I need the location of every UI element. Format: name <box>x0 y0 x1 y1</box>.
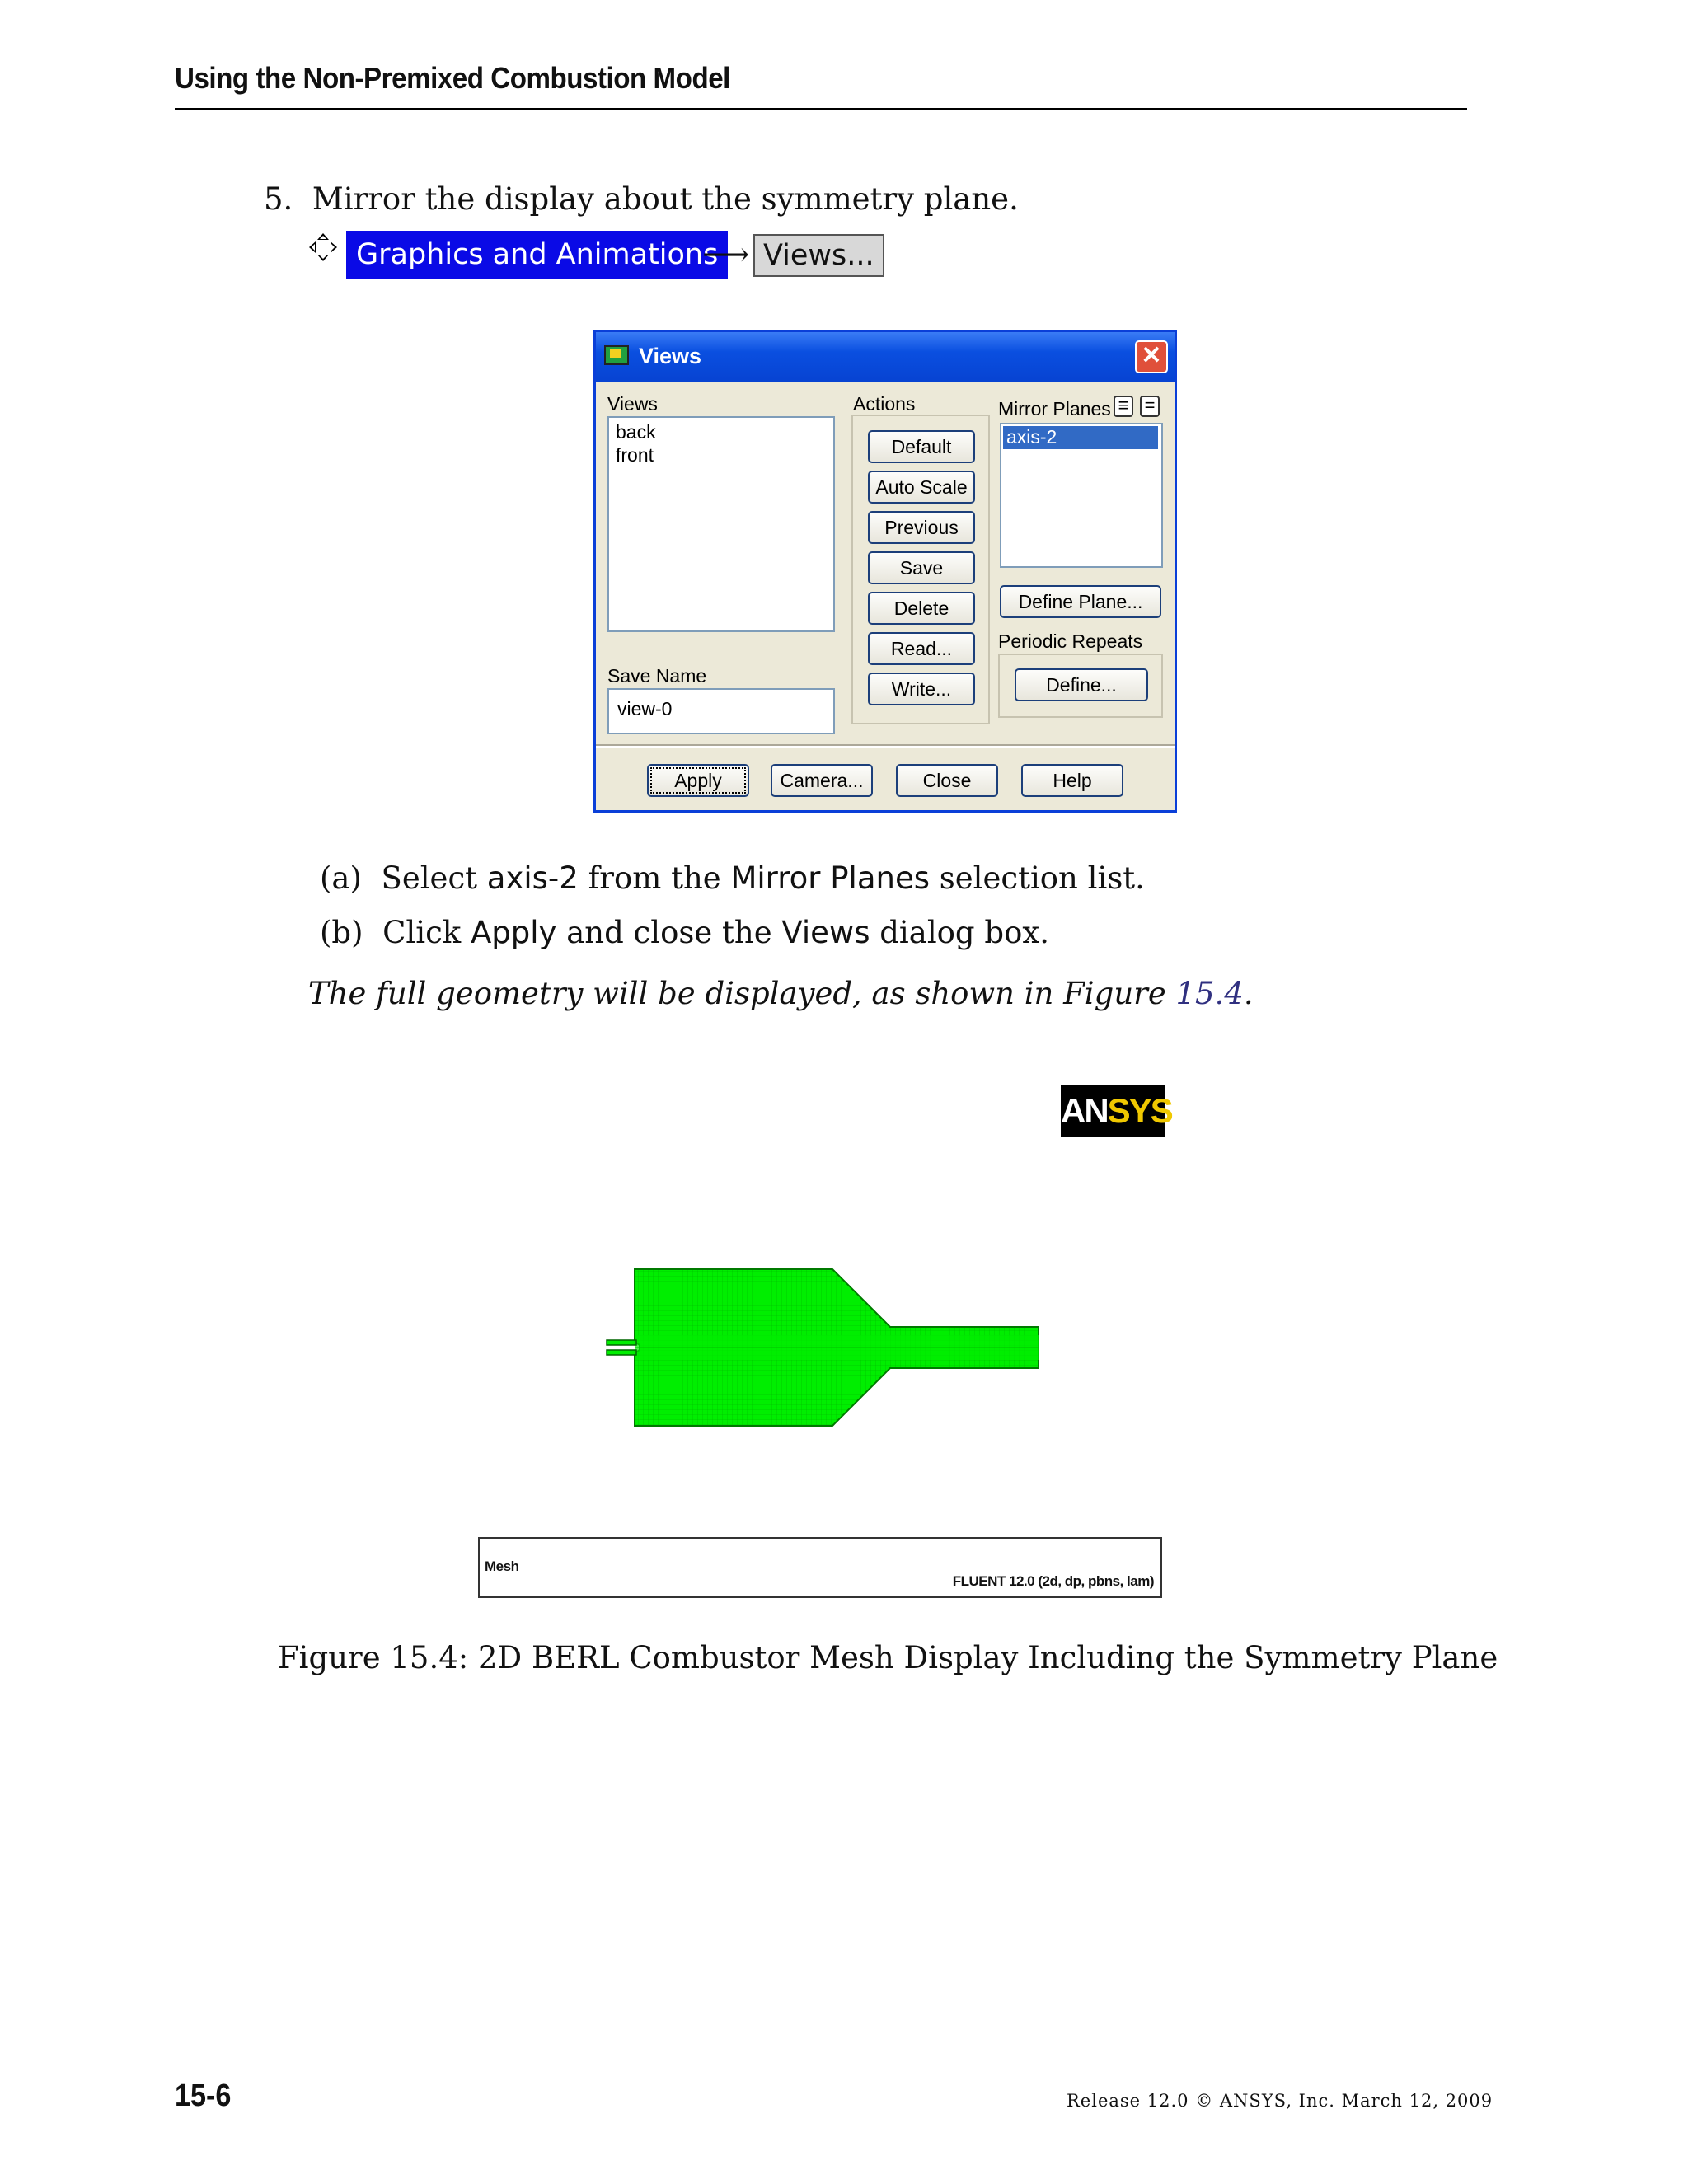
figure-reference-link[interactable]: 15.4 <box>1175 976 1244 1011</box>
actions-label: Actions <box>853 393 916 415</box>
figure-caption: Figure 15.4: 2D BERL Combustor Mesh Display Including the Symmetry Plane <box>278 1640 1498 1675</box>
mirror-planes-label: Mirror Planes <box>998 398 1111 419</box>
views-app-icon <box>604 345 629 365</box>
ansys-logo <box>1061 1085 1172 1137</box>
running-header: Using the Non-Premixed Combustion Model <box>175 61 730 95</box>
default-button[interactable]: Default <box>868 430 975 463</box>
page-number: 15-6 <box>175 2079 232 2113</box>
dialog-titlebar <box>596 332 1175 382</box>
button-separator <box>596 744 1175 748</box>
logo-text: AN <box>1061 1091 1108 1130</box>
auto-scale-button[interactable]: Auto Scale <box>868 471 975 504</box>
substep-text: dialog box. <box>870 915 1049 950</box>
previous-button[interactable]: Previous <box>868 511 975 544</box>
dialog-title: Views <box>639 344 702 368</box>
close-icon[interactable]: ✕ <box>1135 340 1168 373</box>
inline-ui-term: Views <box>781 915 870 950</box>
views-dialog <box>593 330 1177 813</box>
inline-ui-term: axis-2 <box>486 860 579 896</box>
views-label: Views <box>607 393 658 415</box>
substep-text: selection list. <box>929 860 1145 896</box>
write-button[interactable]: Write... <box>868 673 975 705</box>
help-button[interactable]: Help <box>1021 764 1123 797</box>
select-all-icon[interactable]: ≡ <box>1114 396 1133 417</box>
step-5 <box>264 181 1019 218</box>
save-name-field[interactable] <box>607 688 835 734</box>
step-text: Mirror the display about the symmetry plane. <box>312 181 1019 217</box>
substep-text: from the <box>578 860 731 896</box>
substep-marker: (b) <box>320 915 363 950</box>
info-solver-version: FLUENT 12.0 (2d, dp, pbns, lam) <box>952 1573 1154 1589</box>
graphics-info-bar <box>478 1537 1162 1598</box>
list-item[interactable]: back <box>616 421 656 443</box>
inline-ui-term: Apply <box>470 915 557 950</box>
apply-button[interactable]: Apply <box>647 764 749 797</box>
step-number: 5. <box>264 181 293 217</box>
substep-text: Click <box>382 915 471 950</box>
result-note <box>308 976 1254 1012</box>
note-text: The full geometry will be displayed, as shown in Figure <box>308 976 1176 1011</box>
substep-a <box>320 860 1145 897</box>
save-name-label: Save Name <box>607 665 707 687</box>
substep-text: Select <box>381 860 487 896</box>
save-button[interactable]: Save <box>868 551 975 584</box>
header-rule <box>175 108 1467 110</box>
read-button[interactable]: Read... <box>868 632 975 665</box>
menu-path-arrow: ⟶ <box>702 236 750 274</box>
menu-path-graphics-and-animations[interactable]: Graphics and Animations <box>346 231 728 279</box>
mesh-geometry <box>635 1269 1039 1426</box>
substep-marker: (a) <box>320 860 362 896</box>
menu-path-views-button[interactable]: Views... <box>753 234 884 277</box>
inline-ui-term: Mirror Planes <box>730 860 930 896</box>
combustor-mesh-display <box>593 1261 1039 1434</box>
info-display-type: Mesh <box>485 1558 519 1574</box>
fuel-inlet-pipes <box>607 1340 636 1355</box>
delete-button[interactable]: Delete <box>868 592 975 625</box>
close-button[interactable]: Close <box>896 764 998 797</box>
define-button[interactable]: Define... <box>1015 668 1148 701</box>
note-text: . <box>1243 976 1254 1011</box>
list-item[interactable]: front <box>616 444 654 466</box>
define-plane-button[interactable]: Define Plane... <box>1000 585 1161 618</box>
periodic-repeats-label: Periodic Repeats <box>998 630 1143 652</box>
save-name-value: view-0 <box>617 698 673 719</box>
substep-b <box>320 915 1049 951</box>
logo-text: SYS <box>1107 1091 1172 1130</box>
substep-text: and close the <box>556 915 782 950</box>
release-notice: Release 12.0 © ANSYS, Inc. March 12, 2009 <box>1067 2091 1493 2111</box>
camera-button[interactable]: Camera... <box>771 764 873 797</box>
views-list[interactable] <box>607 416 835 632</box>
deselect-all-icon[interactable]: = <box>1140 396 1160 417</box>
mirror-planes-list[interactable] <box>1000 423 1163 568</box>
navigation-icon <box>307 231 340 264</box>
list-item-axis-2[interactable]: axis-2 <box>1003 426 1158 449</box>
